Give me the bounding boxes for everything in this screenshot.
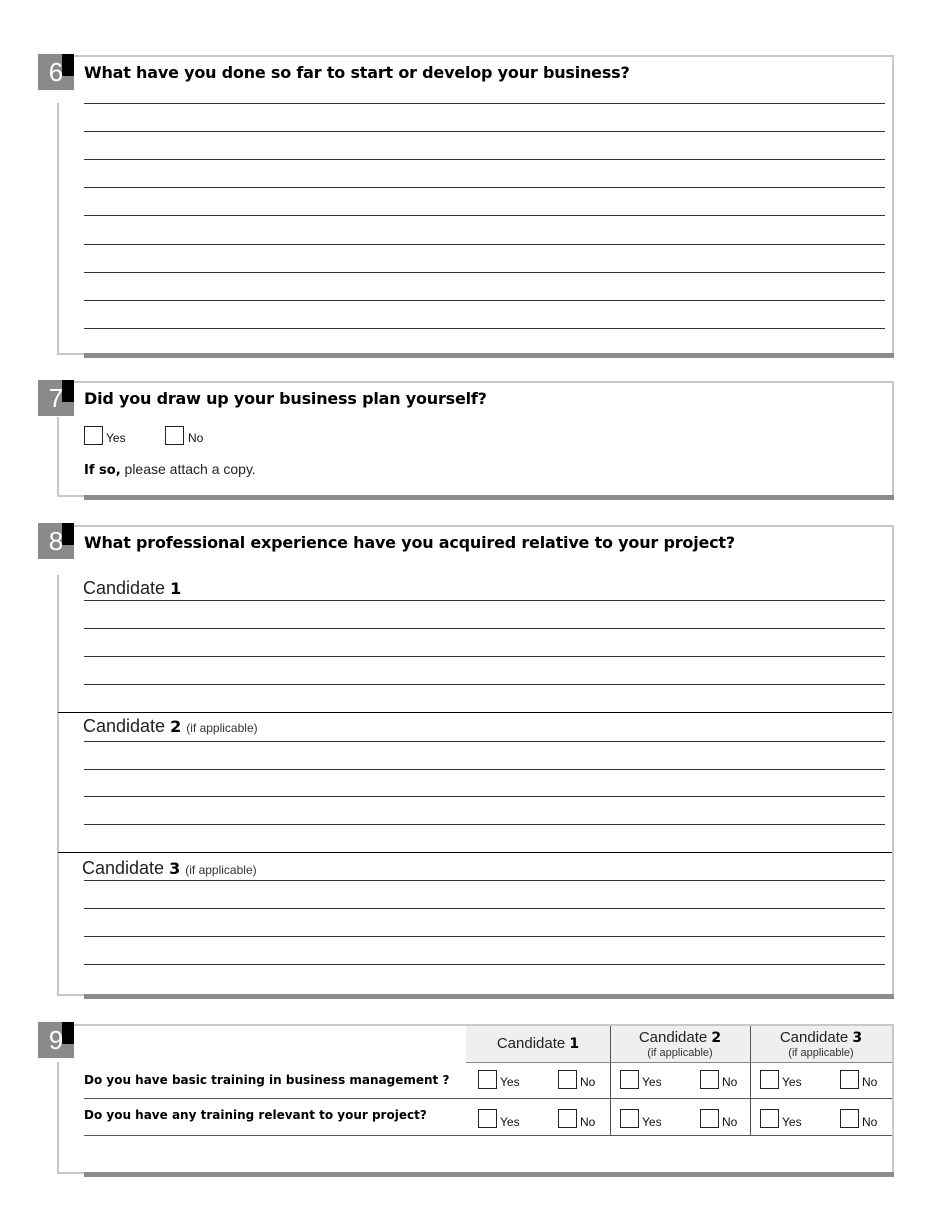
section-9-number: 9: [48, 1025, 64, 1055]
section-7-no-label: No: [188, 431, 204, 445]
no-label: No: [722, 1075, 738, 1089]
column-label: Candidate: [779, 1029, 849, 1046]
table-row-divider: [84, 1135, 892, 1136]
yes-label: Yes: [782, 1075, 802, 1089]
section-7-note-text: please attach a copy.: [124, 461, 256, 477]
column-note: (if applicable): [647, 1047, 713, 1059]
row-1-candidate-2-yes-checkbox[interactable]: [620, 1070, 639, 1089]
candidate-number: 2: [170, 717, 182, 736]
column-header-candidate-1: [466, 1035, 610, 1052]
column-label: Candidate: [496, 1035, 566, 1052]
yes-label: Yes: [642, 1075, 662, 1089]
section-9-frame-left: [57, 1062, 59, 1174]
yes-label: Yes: [642, 1115, 662, 1129]
column-number: 3: [852, 1030, 863, 1046]
candidate-label: Candidate: [83, 578, 166, 598]
training-question-2: Do you have any training relevant to your project?: [84, 1108, 427, 1122]
table-column-divider: [610, 1026, 611, 1136]
candidate-number: 3: [169, 859, 181, 878]
no-label: No: [862, 1115, 878, 1129]
no-label: No: [580, 1115, 596, 1129]
yes-label: Yes: [782, 1115, 802, 1129]
section-7-note-bold: If so,: [84, 463, 121, 478]
column-header-candidate-3: [750, 1029, 892, 1059]
table-column-divider: [750, 1026, 751, 1136]
row-1-candidate-1-no-checkbox[interactable]: [558, 1070, 577, 1089]
section-9-shadow: [84, 1172, 894, 1177]
column-label: Candidate: [638, 1029, 708, 1046]
no-label: No: [862, 1075, 878, 1089]
section-9-badge: [38, 1022, 74, 1058]
table-header-line: [466, 1062, 892, 1063]
row-2-candidate-3-yes-checkbox[interactable]: [760, 1109, 779, 1128]
candidate-note: (if applicable): [186, 721, 258, 735]
row-2-candidate-1-yes-checkbox[interactable]: [478, 1109, 497, 1128]
row-2-candidate-1-no-checkbox[interactable]: [558, 1109, 577, 1128]
column-number: 2: [711, 1030, 722, 1046]
candidate-label: Candidate: [83, 716, 166, 736]
yes-label: Yes: [500, 1075, 520, 1089]
table-row-divider: [84, 1098, 892, 1099]
row-2-candidate-2-yes-checkbox[interactable]: [620, 1109, 639, 1128]
column-note: (if applicable): [788, 1047, 854, 1059]
row-2-candidate-2-no-checkbox[interactable]: [700, 1109, 719, 1128]
section-7-yes-label: Yes: [106, 431, 126, 445]
row-1-candidate-2-no-checkbox[interactable]: [700, 1070, 719, 1089]
row-1-candidate-3-yes-checkbox[interactable]: [760, 1070, 779, 1089]
candidate-label: Candidate: [82, 858, 165, 878]
candidate-number: 1: [170, 579, 182, 598]
no-label: No: [722, 1115, 738, 1129]
column-number: 1: [569, 1036, 580, 1052]
row-1-candidate-3-no-checkbox[interactable]: [840, 1070, 859, 1089]
section-7-number: 7: [48, 383, 64, 413]
training-question-1: Do you have basic training in business management ?: [84, 1073, 450, 1087]
column-header-candidate-2: [610, 1029, 750, 1059]
section-8-number: 8: [48, 526, 64, 556]
section-6-question: What have you done so far to start or develop your business?: [84, 63, 630, 82]
row-2-candidate-3-no-checkbox[interactable]: [840, 1109, 859, 1128]
row-1-candidate-1-yes-checkbox[interactable]: [478, 1070, 497, 1089]
section-9-frame-bottom: [57, 1172, 87, 1174]
section-6-number: 6: [48, 57, 64, 87]
section-7-question: Did you draw up your business plan yourself?: [84, 389, 487, 408]
candidate-note: (if applicable): [185, 863, 257, 877]
section-8-question: What professional experience have you acquired relative to your project?: [84, 533, 735, 552]
no-label: No: [580, 1075, 596, 1089]
yes-label: Yes: [500, 1115, 520, 1129]
